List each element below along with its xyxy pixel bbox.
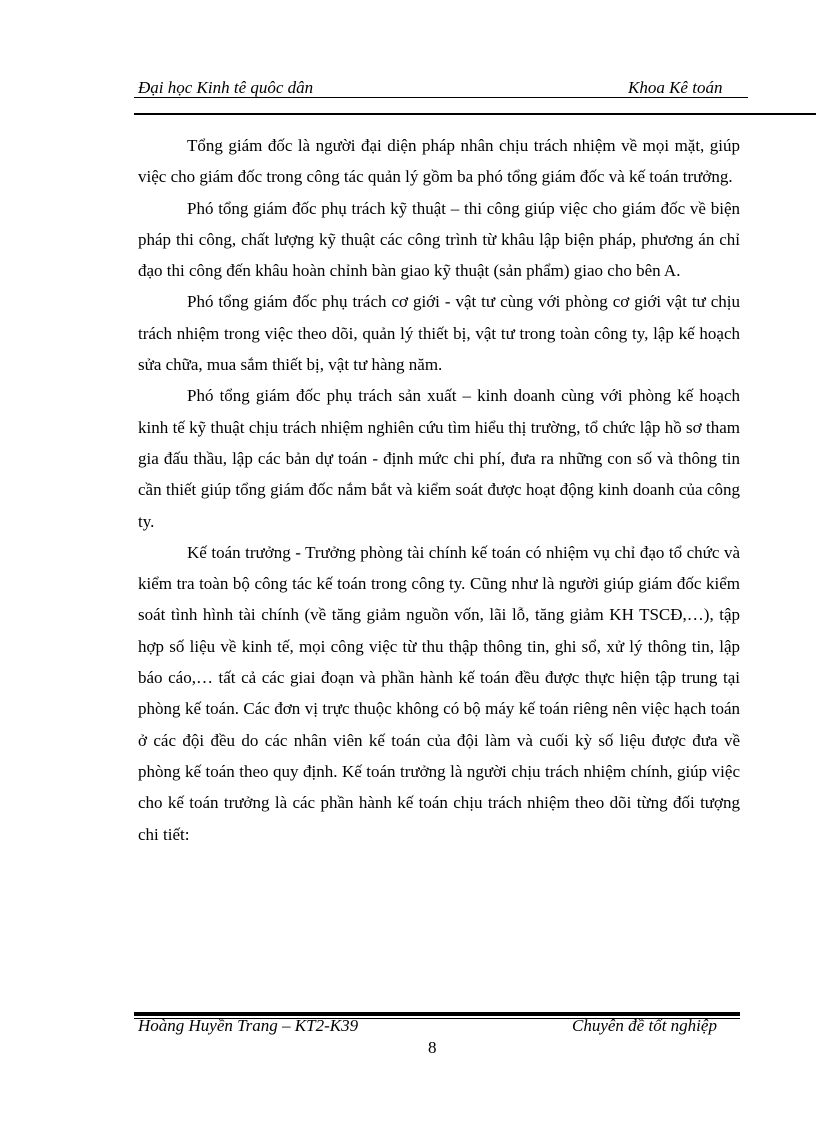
page-number: 8 [428, 1038, 437, 1057]
header-underline [134, 97, 748, 98]
paragraph-4: Phó tổng giám đốc phụ trách sản xuất – kinh doanh cùng với phòng kế hoạch kinh tế kỹ thuật chịu trách nhiệm nghiên cứu tìm hiểu thị trường, tổ chức lập hồ sơ tham gia đấu thầu, lập các bản dự toán - định mức chi phí, đưa ra những con số và thông tin cần thiết giúp tổng giám đốc nắm bắt và kiểm soát được hoạt động kinh doanh của công ty. [138, 386, 740, 531]
footer-title: Chuyên đề tốt nghiệp [572, 1016, 717, 1035]
footer-author: Hoàng Huyền Trang – KT2-K39 [138, 1016, 359, 1035]
paragraph-2: Phó tổng giám đốc phụ trách kỹ thuật – thi công giúp việc cho giám đốc về biện pháp thi công, chất lượng kỹ thuật các công trình từ khâu lập biện pháp, phương án chỉ đạo thi công đến khâu hoàn chỉnh bàn giao kỹ thuật (sản phẩm) giao cho bên A. [138, 198, 740, 281]
header-left-text: Đại học Kinh tê quôc dân [138, 78, 314, 97]
header-right-text: Khoa Kê toán [628, 78, 723, 97]
document-body [138, 130, 740, 850]
header-divider [134, 113, 816, 115]
paragraph-5: Kế toán trưởng - Trưởng phòng tài chính kế toán có nhiệm vụ chỉ đạo tổ chức và kiểm tra toàn bộ công tác kế toán trong công ty. Cũng như là người giúp giám đốc kiểm soát tình hình tài chính (về tăng giảm nguồn vốn, lãi lỗ, tăng giảm KH TSCĐ,…), tập hợp số liệu về kinh tế, mọi công việc từ thu thập thông tin, ghi sổ, xử lý thông tin, lập báo cáo,… tất cả các giai đoạn và phần hành kế toán đều được thực hiện tập trung tại phòng kế toán. Các đơn vị trực thuộc không có bộ máy kế toán riêng nên việc hạch toán ở các đội đều do các nhân viên kế toán của đội làm và cuối kỳ số liệu được đưa về phòng kế toán theo quy định. Kế toán trưởng là người chịu trách nhiệm chính, giúp việc cho kế toán trưởng là các phần hành kế toán chịu trách nhiệm theo dõi từng đối tượng chi tiết: [138, 542, 740, 844]
paragraph-3: Phó tổng giám đốc phụ trách cơ giới - vật tư cùng với phòng cơ giới vật tư chịu trách nhiệm trong việc theo dõi, quản lý thiết bị, vật tư trong toàn công ty, lập kế hoạch sửa chữa, mua sắm thiết bị, vật tư hàng năm. [138, 292, 740, 375]
paragraph-1: Tổng giám đốc là người đại diện pháp nhân chịu trách nhiệm về mọi mặt, giúp việc cho giám đốc trong công tác quản lý gồm ba phó tổng giám đốc và kế toán trưởng. [138, 136, 740, 187]
